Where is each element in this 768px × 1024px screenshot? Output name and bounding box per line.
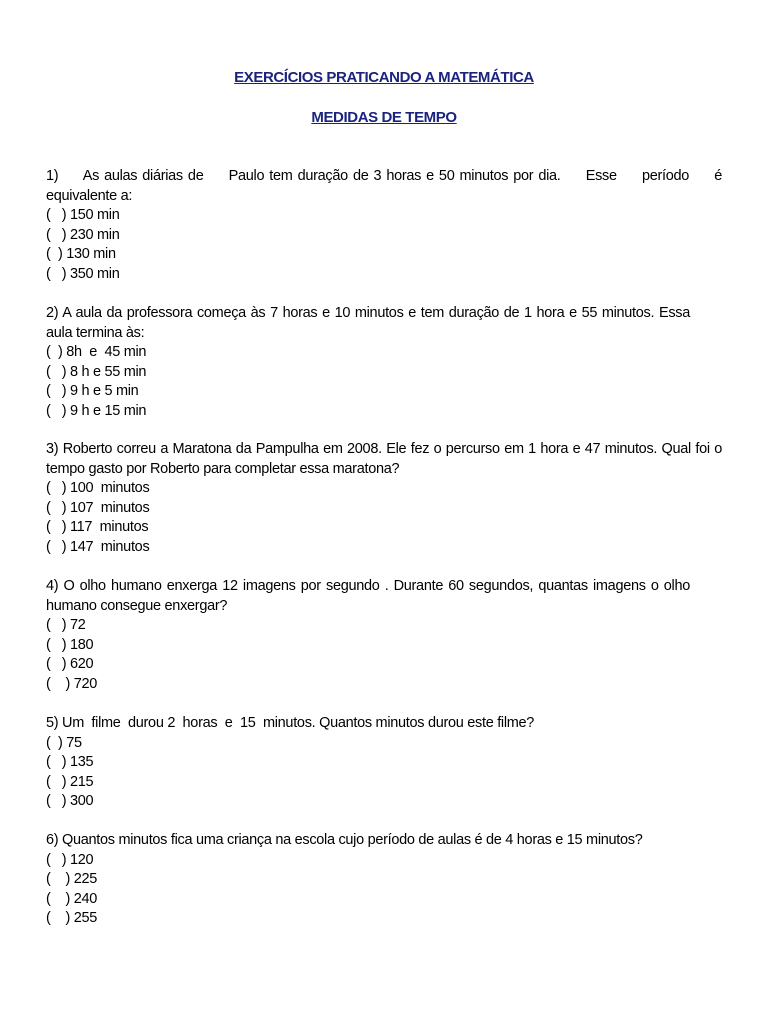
question-3-option-d[interactable]: ( ) 147 minutos (46, 538, 150, 555)
question-5-option-c[interactable]: ( ) 215 (46, 773, 94, 790)
question-5-option-d[interactable]: ( ) 300 (46, 793, 94, 809)
question-5-option-b[interactable]: ( ) 135 (46, 754, 94, 770)
question-3-option-a[interactable]: ( ) 100 minutos (46, 480, 150, 496)
question-2-option-b[interactable]: ( ) 8 h e 55 min (46, 363, 147, 380)
question-4-option-a[interactable]: ( ) 72 (46, 617, 86, 633)
document-title: EXERCÍCIOS PRATICANDO A MATEMÁTICA (234, 69, 534, 86)
question-5-option-a[interactable]: ( ) 75 (46, 734, 82, 751)
question-6-text: 6) Quantos minutos fica uma criança na escola cujo período de aulas é de 4 horas e 15 minutos? (46, 832, 643, 848)
question-4-option-b[interactable]: ( ) 180 (46, 636, 94, 653)
question-5 (46, 714, 722, 812)
question-2-option-c[interactable]: ( ) 9 h e 5 min (46, 383, 139, 399)
question-6 (46, 831, 722, 929)
question-4 (46, 577, 722, 694)
question-2 (46, 304, 722, 421)
question-2-text: 2) A aula da professora começa às 7 horas e 10 minutos e tem duração de 1 hora e 55 minutos. Essa aula termina às: (46, 305, 690, 341)
question-6-option-d[interactable]: ( ) 255 (46, 910, 97, 926)
question-1-option-b[interactable]: ( ) 230 min (46, 226, 120, 243)
question-2-option-d[interactable]: ( ) 9 h e 15 min (46, 402, 147, 419)
document-subtitle: MEDIDAS DE TEMPO (311, 109, 457, 126)
question-1-option-d[interactable]: ( ) 350 min (46, 265, 120, 282)
question-3-text: 3) Roberto correu a Maratona da Pampulha em 2008. Ele fez o percurso em 1 hora e 47 minutos. Qual foi o tempo gasto por Roberto para completar essa maratona? (46, 441, 722, 477)
question-5-text: 5) Um filme durou 2 horas e 15 minutos. Quantos minutos durou este filme? (46, 715, 535, 731)
question-6-option-b[interactable]: ( ) 225 (46, 871, 97, 887)
question-3 (46, 440, 722, 557)
question-4-option-c[interactable]: ( ) 620 (46, 656, 94, 672)
question-1-text: 1) As aulas diárias de Paulo tem duração de 3 horas e 50 minutos por dia. Esse período é equivalente a: (46, 168, 726, 204)
question-6-option-c[interactable]: ( ) 240 (46, 890, 97, 907)
question-1-option-a[interactable]: ( ) 150 min (46, 207, 120, 223)
question-4-option-d[interactable]: ( ) 720 (46, 675, 97, 692)
question-2-option-a[interactable]: ( ) 8h e 45 min (46, 344, 147, 360)
question-3-option-b[interactable]: ( ) 107 minutos (46, 499, 150, 516)
question-6-option-a[interactable]: ( ) 120 (46, 851, 94, 868)
question-1 (46, 167, 726, 284)
question-4-text: 4) O olho humano enxerga 12 imagens por segundo . Durante 60 segundos, quantas imagens o olho humano consegue enxergar? (46, 578, 690, 614)
question-3-option-c[interactable]: ( ) 117 minutos (46, 519, 149, 535)
question-1-option-c[interactable]: ( ) 130 min (46, 246, 116, 262)
